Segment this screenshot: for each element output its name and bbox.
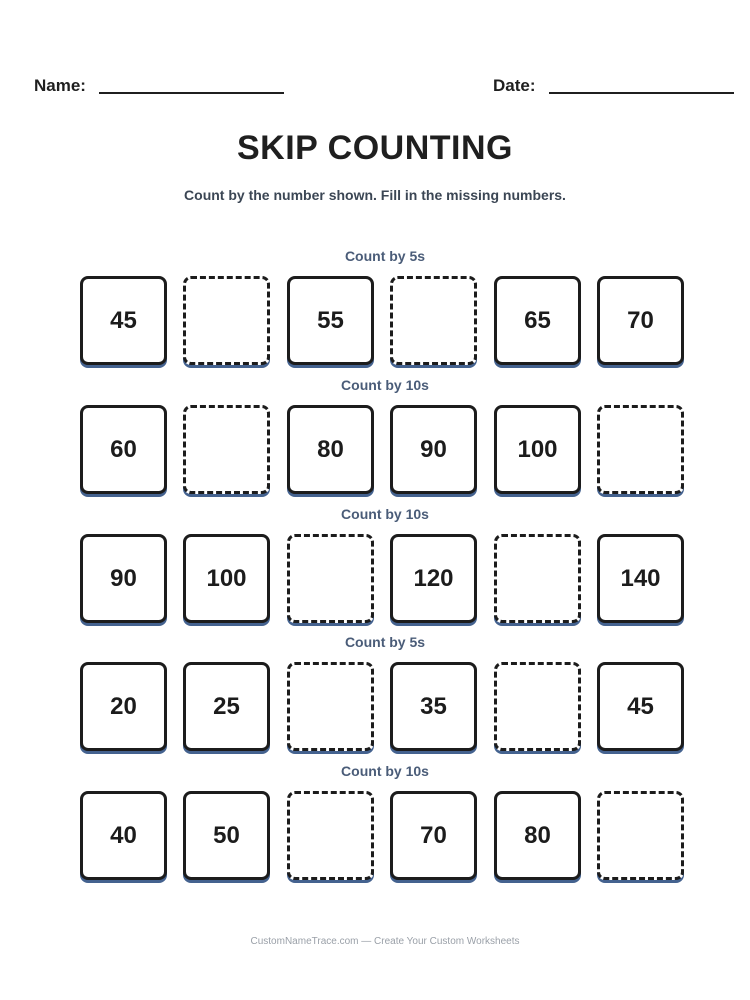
number-box: 100 — [494, 405, 581, 494]
number-box: 140 — [597, 534, 684, 623]
answer-box[interactable] — [183, 276, 270, 365]
row-label: Count by 10s — [341, 763, 429, 779]
answer-box[interactable] — [183, 405, 270, 494]
instructions: Count by the number shown. Fill in the missing numbers. — [184, 187, 566, 203]
number-box: 25 — [183, 662, 270, 751]
number-box: 55 — [287, 276, 374, 365]
number-box: 80 — [287, 405, 374, 494]
answer-box[interactable] — [390, 276, 477, 365]
number-box: 35 — [390, 662, 477, 751]
number-box: 120 — [390, 534, 477, 623]
name-line[interactable] — [99, 92, 284, 94]
number-box: 70 — [597, 276, 684, 365]
number-box: 20 — [80, 662, 167, 751]
name-label: Name: — [34, 76, 86, 95]
name-field[interactable] — [34, 76, 284, 96]
number-box: 45 — [80, 276, 167, 365]
number-box: 40 — [80, 791, 167, 880]
date-field[interactable] — [493, 76, 734, 96]
worksheet-title: SKIP COUNTING — [236, 129, 513, 167]
number-row — [80, 276, 690, 370]
row-label: Count by 5s — [344, 248, 426, 264]
number-box: 80 — [494, 791, 581, 880]
footer-credit: CustomNameTrace.com — Create Your Custom Worksheets — [250, 936, 520, 947]
date-label: Date: — [493, 76, 536, 95]
number-box: 45 — [597, 662, 684, 751]
answer-box[interactable] — [494, 534, 581, 623]
answer-box[interactable] — [287, 791, 374, 880]
number-row — [80, 405, 690, 499]
answer-box[interactable] — [287, 534, 374, 623]
number-box: 60 — [80, 405, 167, 494]
row-label: Count by 5s — [344, 634, 426, 650]
number-box: 100 — [183, 534, 270, 623]
number-row — [80, 791, 690, 885]
answer-box[interactable] — [597, 791, 684, 880]
date-line[interactable] — [549, 92, 734, 94]
answer-box[interactable] — [494, 662, 581, 751]
number-row — [80, 534, 690, 628]
row-label: Count by 10s — [341, 377, 429, 393]
number-box: 65 — [494, 276, 581, 365]
answer-box[interactable] — [597, 405, 684, 494]
number-box: 70 — [390, 791, 477, 880]
row-label: Count by 10s — [341, 506, 429, 522]
answer-box[interactable] — [287, 662, 374, 751]
number-box: 90 — [390, 405, 477, 494]
number-row — [80, 662, 690, 756]
number-box: 50 — [183, 791, 270, 880]
number-box: 90 — [80, 534, 167, 623]
